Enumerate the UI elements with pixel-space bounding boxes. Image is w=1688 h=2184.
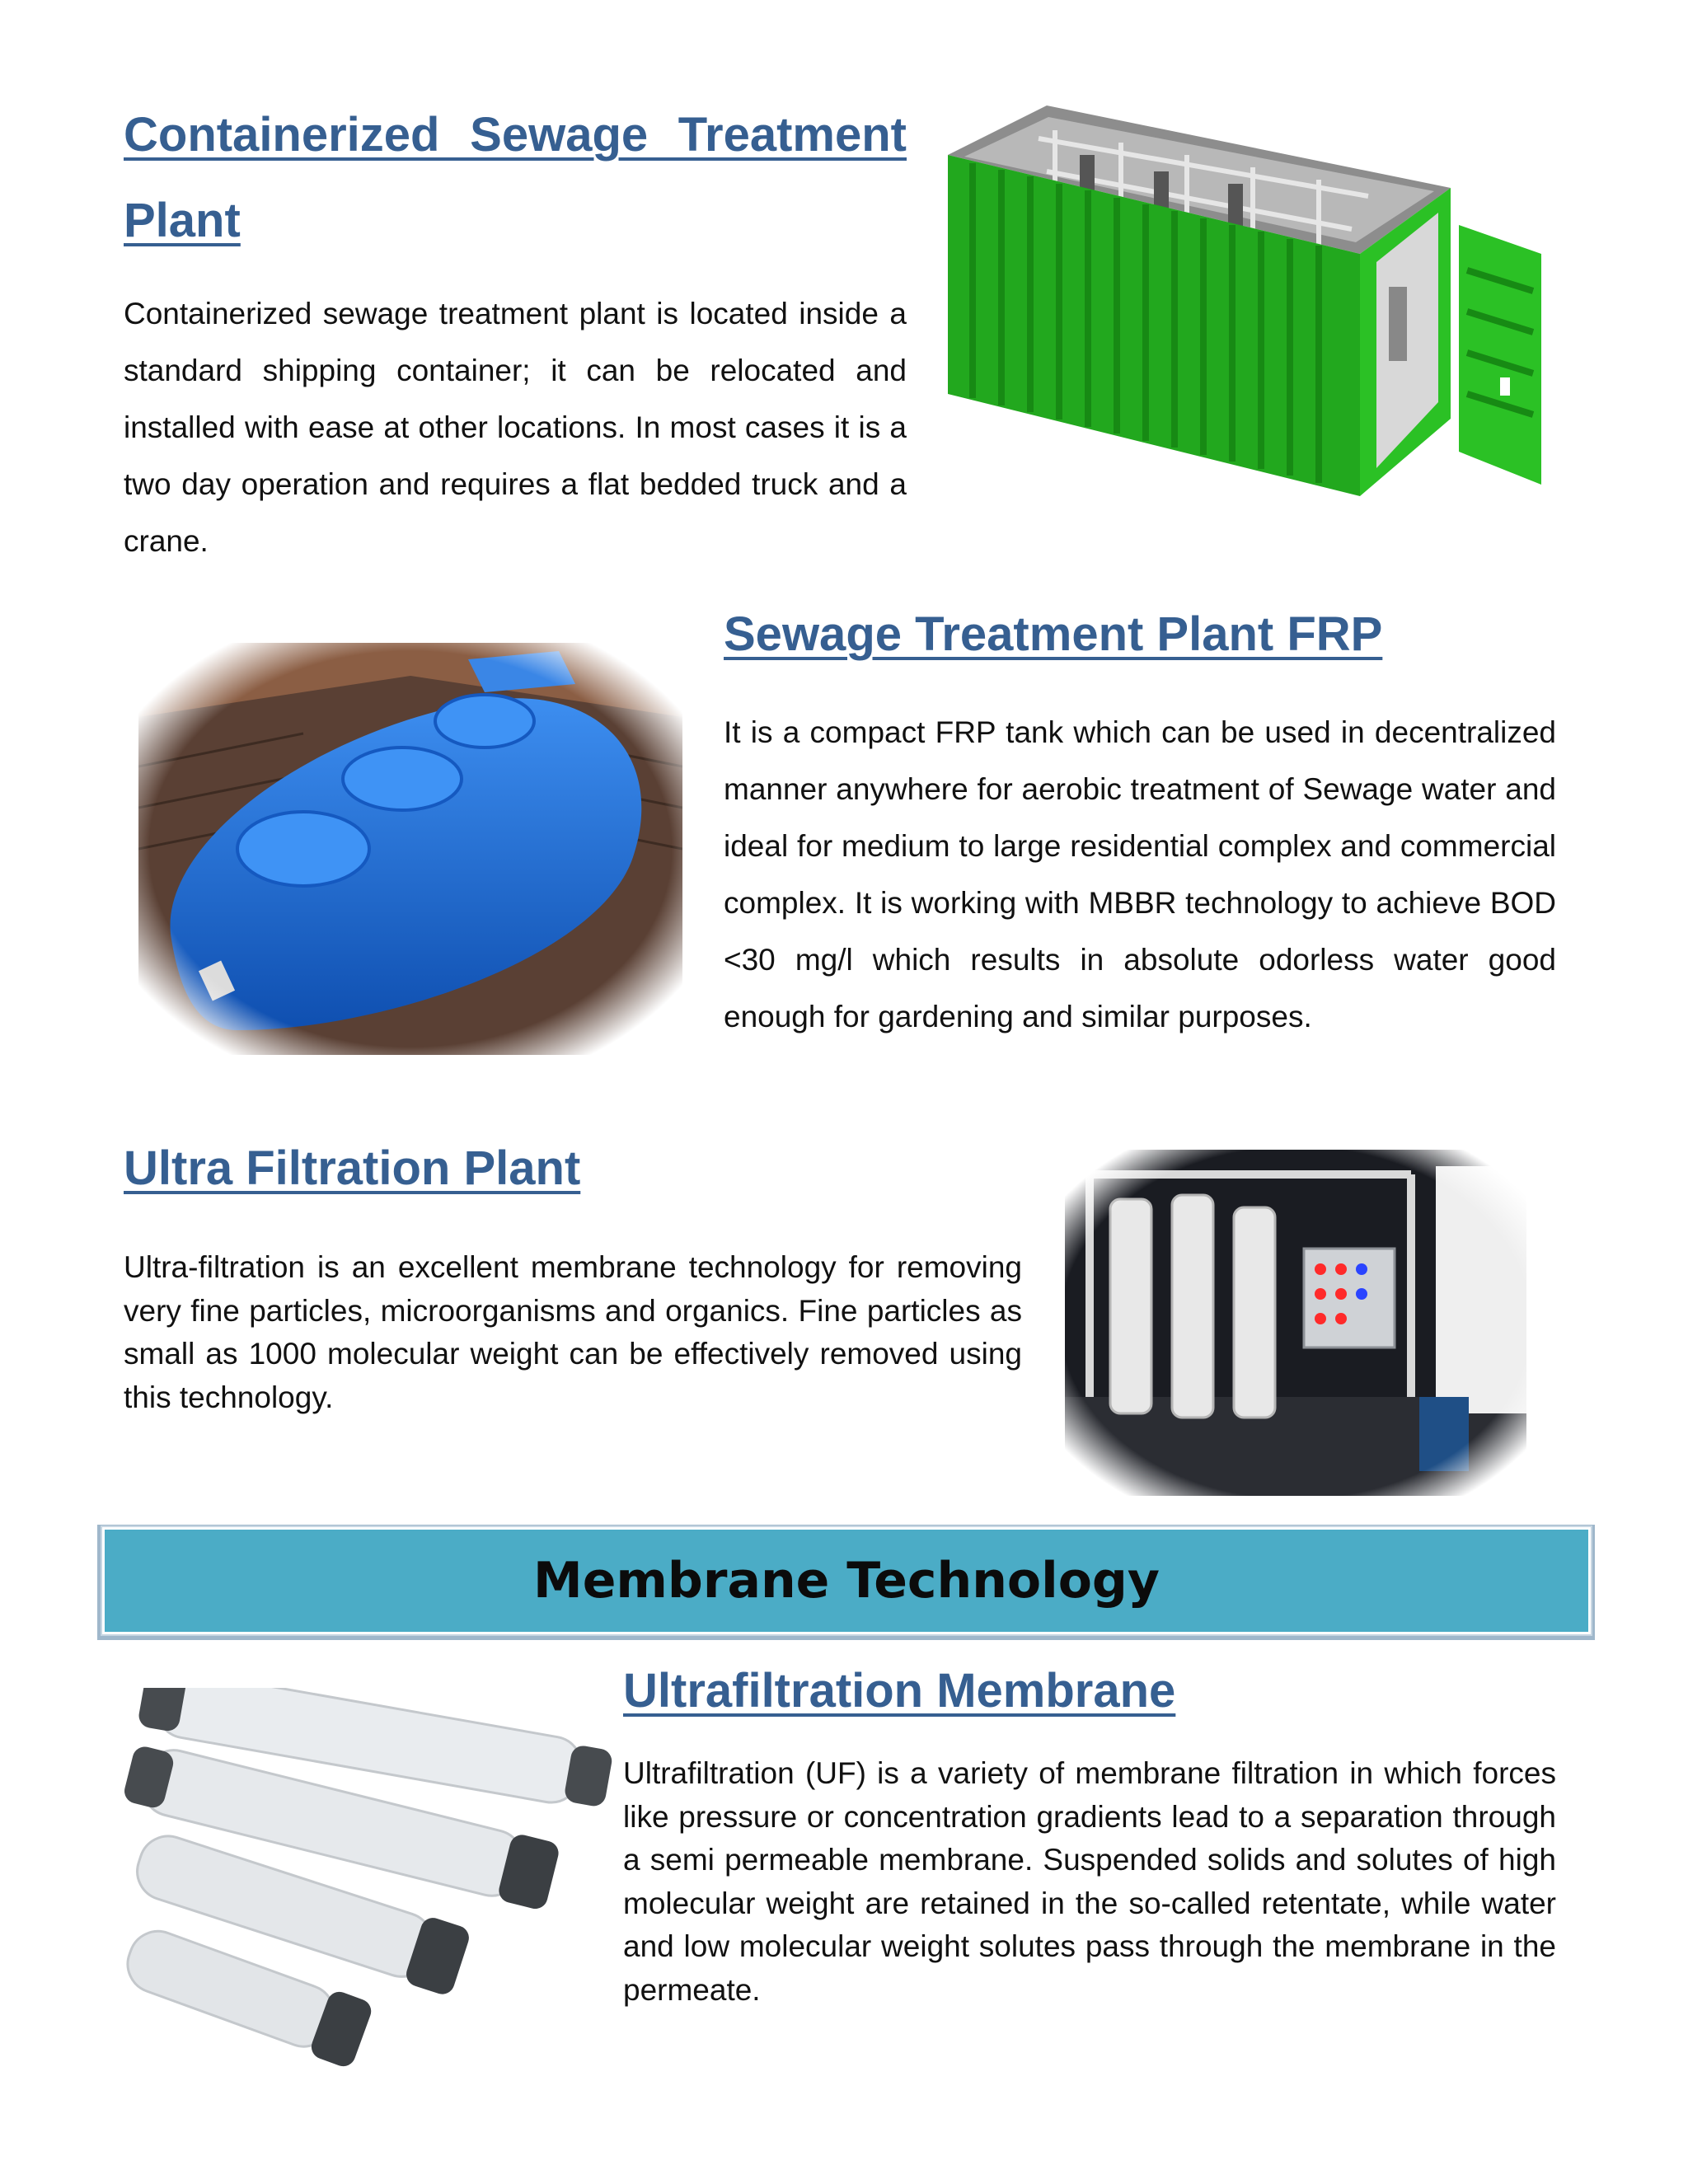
frp-tank-image	[138, 643, 682, 1055]
ultrafiltration-membrane-description: Ultrafiltration (UF) is a variety of membrane filtration in which forces like pressure or concentration gradients lead to a separation through a semi permeable membrane. Suspended solids and solutes of high molecular weight are retained in the so-called retentate, while water and low molecular weight solutes pass through the membrane in the permeate.	[623, 1756, 1556, 2007]
ultrafiltration-membrane-title: Ultrafiltration Membrane	[623, 1664, 1176, 1718]
frp-stp-title: Sewage Treatment Plant FRP	[724, 607, 1383, 661]
containerized-stp-title: Containerized Sewage Treatment Plant	[124, 108, 907, 247]
uf-plant-image	[1065, 1150, 1526, 1496]
ultra-filtration-plant-title: Ultra Filtration Plant	[124, 1141, 581, 1195]
container-plant-image	[940, 105, 1541, 496]
uf-membrane-modules-image	[122, 1688, 633, 2083]
ultra-filtration-plant-description: Ultra-filtration is an excellent membrane technology for removing very fine particles, microorganisms and organics. Fine particles as small as 1000 molecular weight can be effectively removed using this technology.	[124, 1250, 1022, 1414]
containerized-stp-description: Containerized sewage treatment plant is located inside a standard shipping container; it can be relocated and installed with ease at other locations. In most cases it is a two day operation and requires a flat bedded truck and a crane.	[124, 297, 907, 558]
membrane-technology-banner	[102, 1527, 1591, 1634]
frp-stp-description: It is a compact FRP tank which can be used in decentralized manner anywhere for aerobic treatment of Sewage water and ideal for medium to large residential complex and commercial complex. It is working with MBBR technology to achieve BOD <30 mg/l which results in absolute odorless water good enough for gardening and similar purposes.	[724, 715, 1556, 1033]
membrane-technology-heading: Membrane Technology	[533, 1552, 1160, 1610]
